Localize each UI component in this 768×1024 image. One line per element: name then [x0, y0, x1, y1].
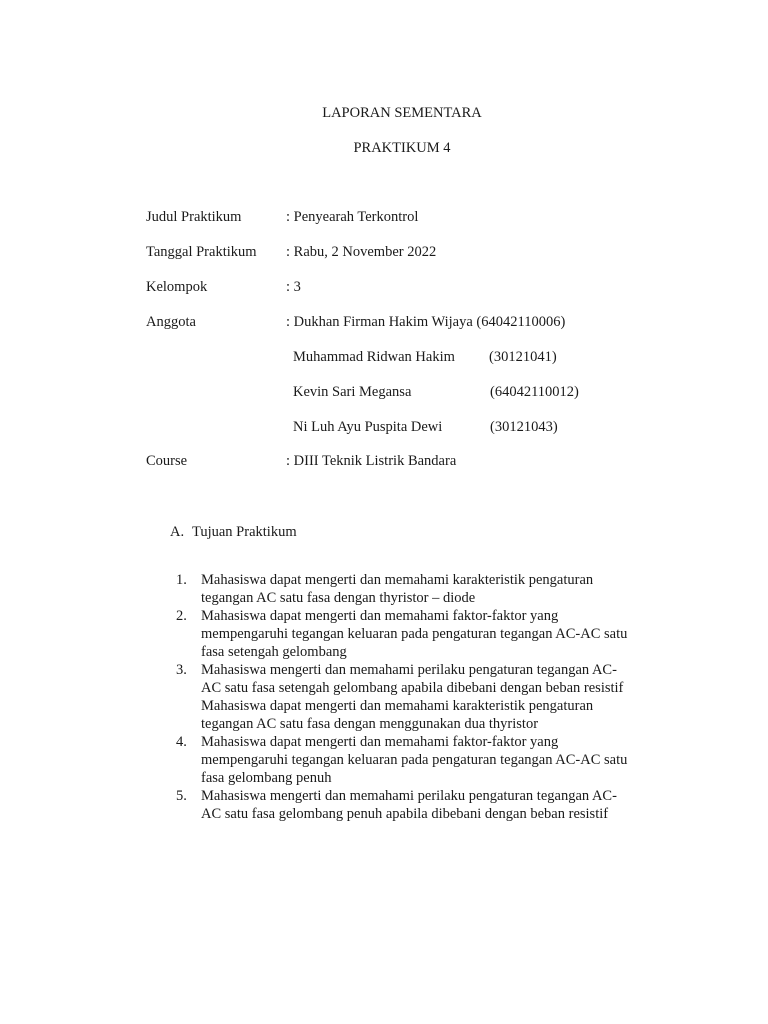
info-label-kelompok: Kelompok [146, 279, 208, 295]
member-id: (30121041) [489, 349, 557, 365]
section-heading-text: Tujuan Praktikum [192, 524, 297, 540]
list-item-number: 3. [176, 662, 187, 678]
info-value-tanggal: : Rabu, 2 November 2022 [286, 244, 437, 260]
member-name: Kevin Sari Megansa [293, 384, 412, 400]
list-item-text: Mahasiswa dapat mengerti dan memahami faktor-faktor yang mempengaruhi tegangan keluaran pada pengaturan tegangan AC-AC satu fasa gelombang penuh [201, 734, 628, 786]
list-item-text: Mahasiswa dapat mengerti dan memahami faktor-faktor yang mempengaruhi tegangan keluaran pada pengaturan tegangan AC-AC satu fasa setengah gelombang [201, 608, 628, 660]
info-label-judul: Judul Praktikum [146, 209, 242, 225]
info-label-course: Course [146, 453, 188, 469]
info-value-course: : DIII Teknik Listrik Bandara [286, 453, 457, 469]
info-value-anggota-first: : Dukhan Firman Hakim Wijaya (64042110006) [286, 314, 566, 330]
info-label-tanggal: Tanggal Praktikum [146, 244, 257, 260]
list-item-text: Mahasiswa dapat mengerti dan memahami karakteristik pengaturan tegangan AC satu fasa dengan thyristor – diode [201, 572, 594, 606]
member-name: Muhammad Ridwan Hakim [293, 349, 455, 365]
document-title: LAPORAN SEMENTARA [322, 105, 482, 121]
info-label-anggota: Anggota [146, 314, 196, 330]
section-heading-tujuan [170, 522, 297, 542]
member-id: (30121043) [490, 419, 558, 435]
member-id: (64042110012) [490, 384, 579, 400]
list-item-number: 5. [176, 788, 187, 804]
document-subtitle: PRAKTIKUM 4 [353, 140, 451, 156]
list-item [176, 607, 676, 661]
list-item [176, 661, 676, 733]
list-item-number: 1. [176, 572, 187, 588]
list-item-number: 2. [176, 608, 187, 624]
info-value-kelompok: : 3 [286, 279, 301, 295]
member-name: Ni Luh Ayu Puspita Dewi [293, 419, 443, 435]
info-value-judul: : Penyearah Terkontrol [286, 209, 419, 225]
list-item-text: Mahasiswa mengerti dan memahami perilaku pengaturan tegangan AC- AC satu fasa gelombang penuh apabila dibebani dengan beban resistif [201, 788, 617, 822]
goals-list [176, 571, 676, 823]
list-item [176, 733, 676, 787]
list-item-text: Mahasiswa mengerti dan memahami perilaku pengaturan tegangan AC- AC satu fasa setengah gelombang apabila dibebani dengan beban resistif Mahasiswa dapat mengerti dan memahami karakteristik pengaturan tegangan AC satu fasa dengan menggunakan dua thyristor [201, 662, 624, 732]
list-item-number: 4. [176, 734, 187, 750]
section-marker: A. [170, 524, 185, 540]
list-item [176, 571, 676, 607]
list-item [176, 787, 676, 823]
